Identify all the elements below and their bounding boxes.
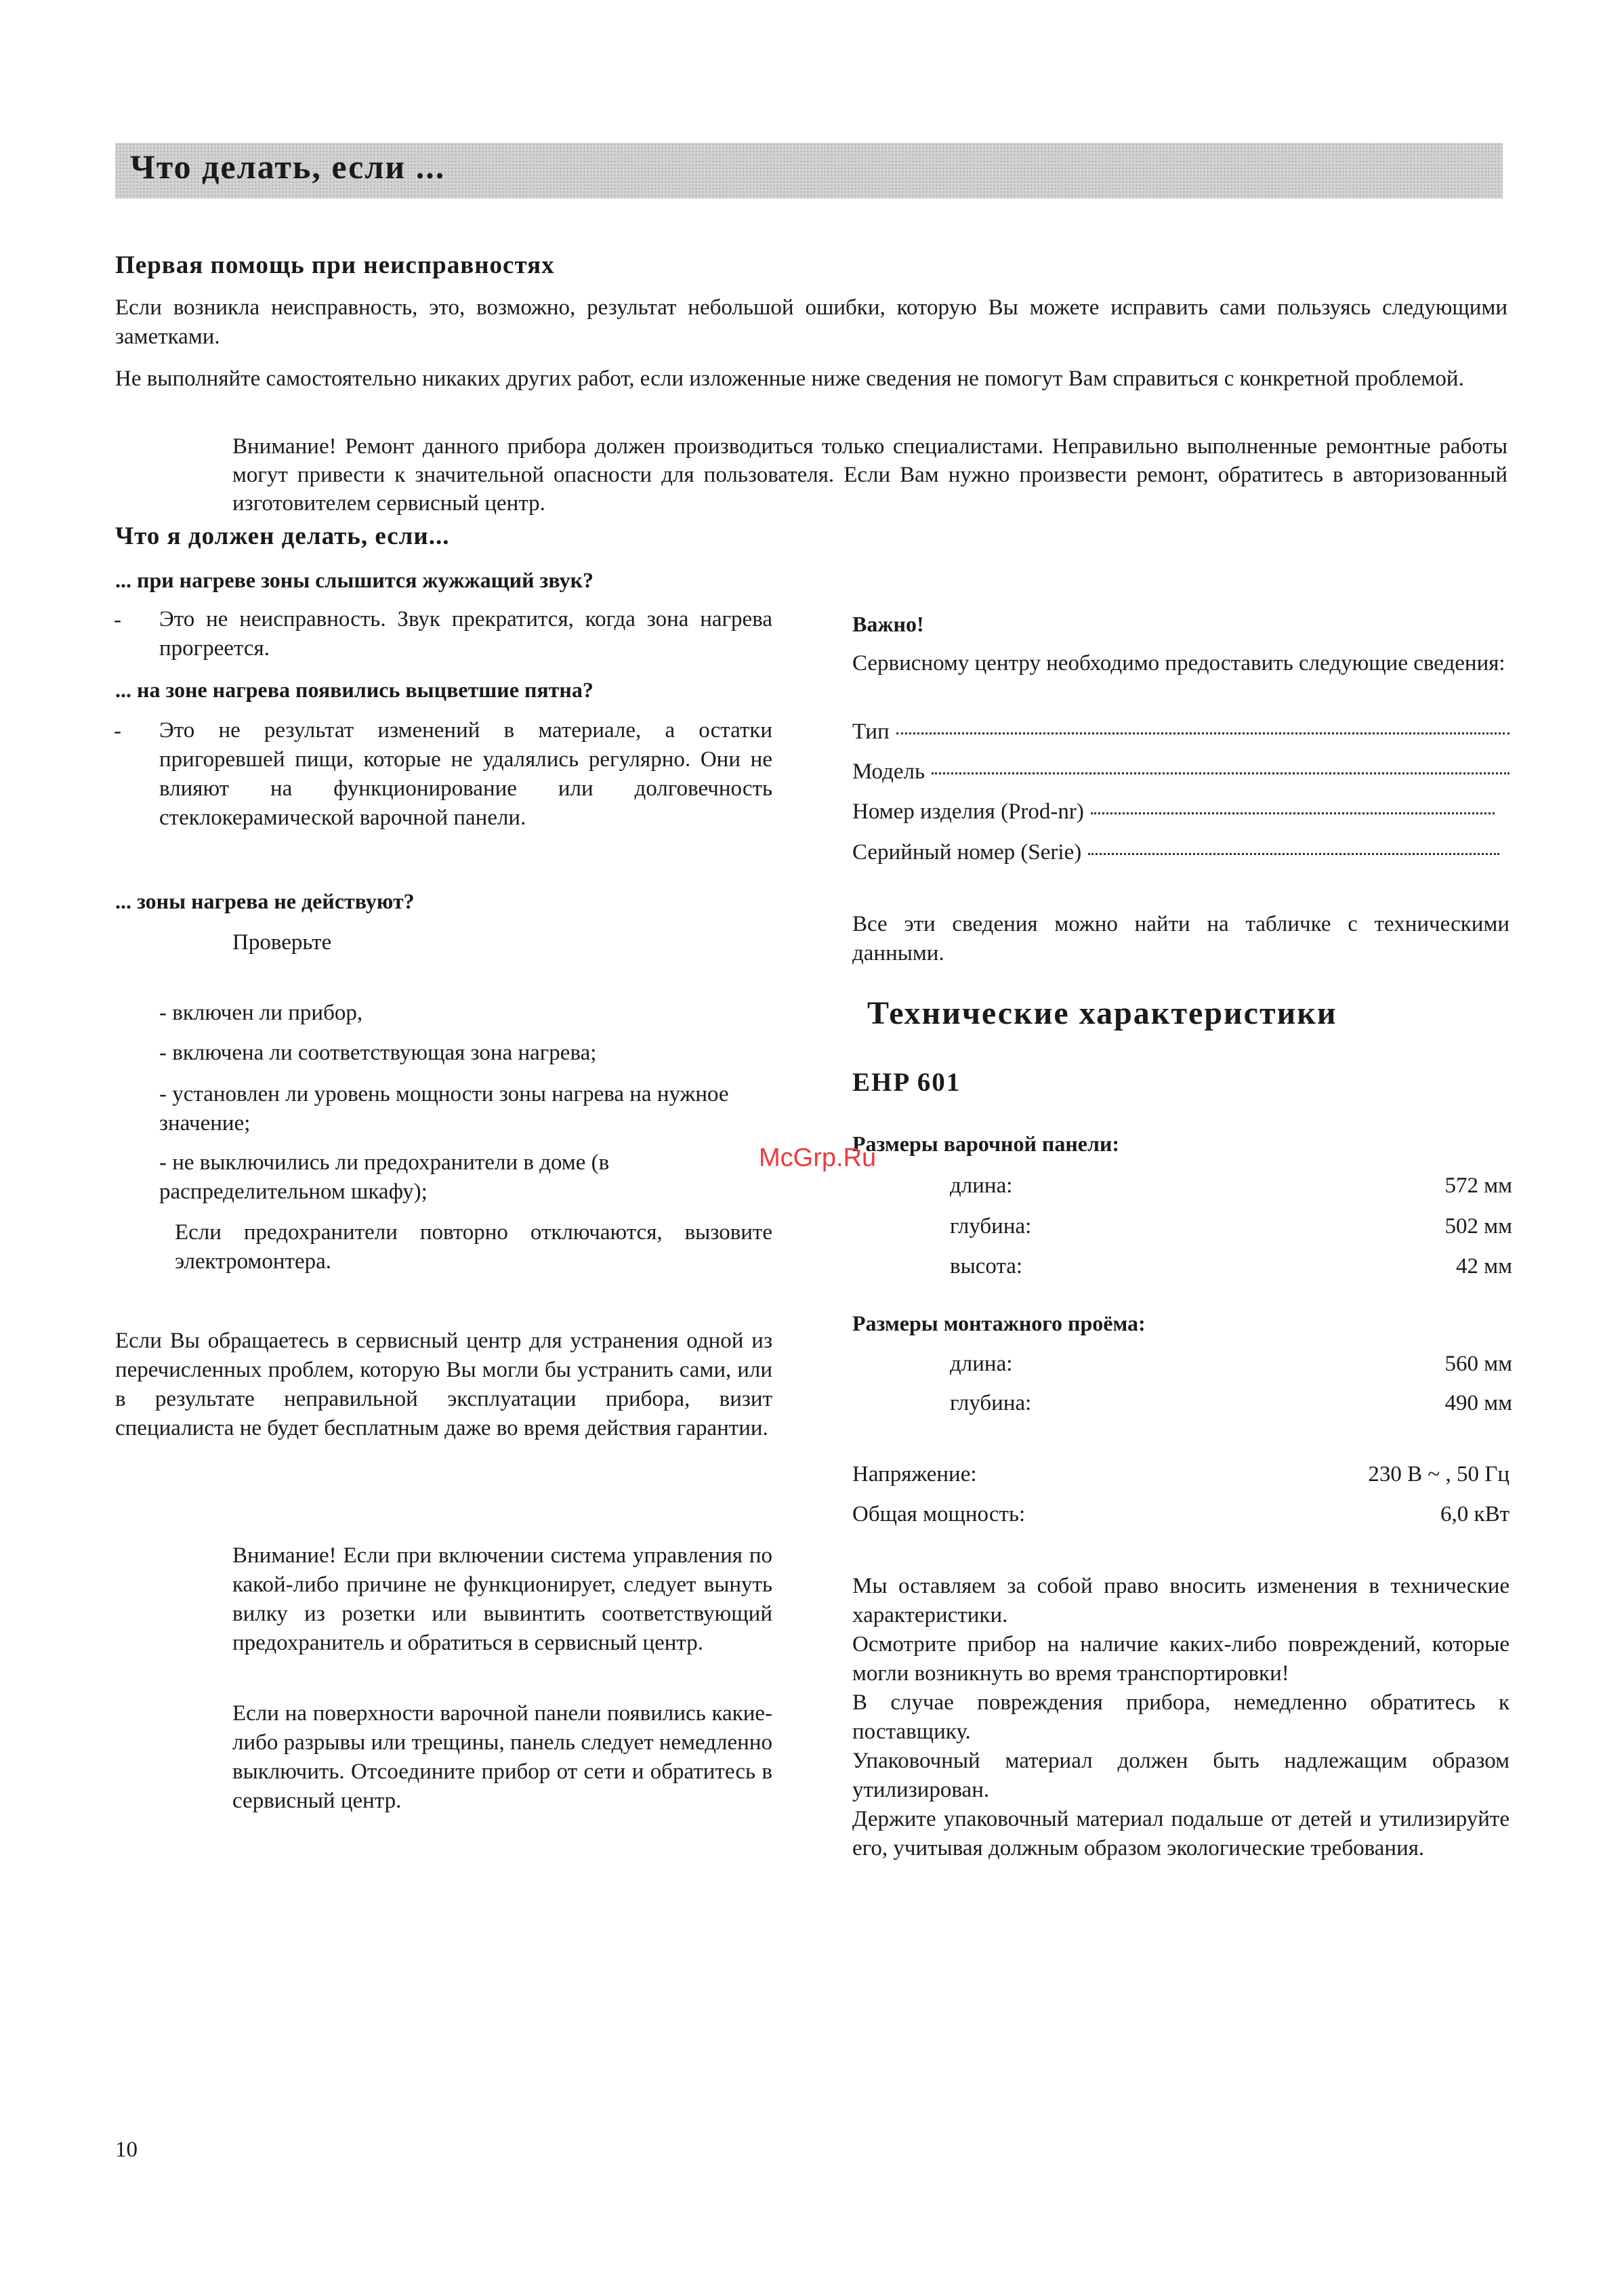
spec-value: 572 мм: [1444, 1173, 1512, 1198]
spec-label: высота:: [950, 1254, 1023, 1278]
opening-length-row: [950, 1352, 1512, 1377]
spec-value: 230 В ~ , 50 Гц: [1368, 1462, 1510, 1486]
first-aid-para-2: Не выполняйте самостоятельно никаких других работ, если изложенные ниже сведения не помогут Вам справиться с конкретной проблемой.: [115, 367, 1464, 391]
fuse-note: Если предохранители повторно отключаются, вызовите электромонтера.: [175, 1220, 772, 1274]
control-failure-warning: Внимание! Если при включении система управления по какой-либо причине не функционирует, следует вынуть вилку из розетки или вывинтить соответствующий предохранитель и обратиться в сервисный центр.: [232, 1543, 772, 1655]
panel-height-row: [950, 1254, 1512, 1279]
dotted-line: [932, 772, 1510, 774]
model-name: EHP 601: [852, 1068, 961, 1097]
check-item: - установлен ли уровень мощности зоны нагрева на нужное значение;: [159, 1082, 729, 1136]
tech-note: В случае повреждения прибора, немедленно обратитесь к поставщику.: [852, 1690, 1510, 1744]
section-title: Что делать, если ...: [130, 148, 446, 186]
voltage-row: [852, 1462, 1510, 1487]
nameplate-note: Все эти сведения можно найти на табличке с техническими данными.: [852, 912, 1510, 965]
repair-warning: Внимание! Ремонт данного прибора должен производиться только специалистами. Неправильно выполненные ремонтные работы могут привести к значительной опасности для пользователя. Если Вам нужно произвести ремонт, обратитесь в авторизованный изготовителем сервисный центр.: [232, 434, 1507, 516]
list-dash: -: [114, 719, 121, 743]
question-buzzing: ... при нагреве зоны слышится жужжащий звук?: [115, 568, 594, 592]
opening-depth-row: [950, 1391, 1512, 1416]
section-banner: [115, 143, 1503, 199]
check-item: - не выключились ли предохранители в доме (в распределительном шкафу);: [159, 1150, 610, 1204]
dotted-line: [1091, 812, 1495, 814]
page-number: 10: [115, 2138, 138, 2162]
tech-note: Осмотрите прибор на наличие каких-либо повреждений, которые могли возникнуть во время транспортировки!: [852, 1632, 1510, 1686]
field-serial-label: Серийный номер (Serie): [852, 840, 1082, 865]
dotted-line: [1088, 853, 1499, 855]
tech-notes: [852, 1572, 1510, 1863]
spec-label: длина:: [950, 1352, 1013, 1376]
spec-value: 42 мм: [1455, 1254, 1512, 1278]
panel-dimensions-heading: Размеры варочной панели:: [852, 1131, 1120, 1156]
power-row: [852, 1502, 1510, 1527]
first-aid-para-1: Если возникла неисправность, это, возможно, результат небольшой ошибки, которую Вы можете исправить сами пользуясь следующими заметками.: [115, 295, 1507, 349]
check-item: - включена ли соответствующая зона нагрева;: [159, 1041, 597, 1065]
check-item: - включен ли прибор,: [159, 1001, 363, 1025]
field-type: [852, 720, 1510, 745]
spec-value: 490 мм: [1444, 1391, 1512, 1415]
spec-value: 560 мм: [1444, 1352, 1512, 1376]
list-dash: -: [114, 608, 121, 632]
field-type-label: Тип: [852, 720, 890, 744]
check-label: Проверьте: [232, 930, 332, 955]
field-prod-nr: [852, 799, 1495, 825]
tech-note: Мы оставляем за собой право вносить изменения в технические характеристики.: [852, 1574, 1510, 1627]
field-model-label: Модель: [852, 759, 925, 784]
what-to-do-heading: Что я должен делать, если...: [115, 522, 450, 550]
dotted-line: [896, 732, 1510, 734]
answer-buzzing: Это не неисправность. Звук прекратится, когда зона нагрева прогреется.: [159, 607, 772, 661]
crack-warning: Если на поверхности варочной панели появились какие-либо разрывы или трещины, панель следует немедленно выключить. Отсоедините прибор от сети и обратитесь в сервисный центр.: [232, 1701, 772, 1813]
spec-label: Напряжение:: [852, 1462, 977, 1486]
tech-heading: Технические характеристики: [867, 995, 1337, 1031]
tech-note: Упаковочный материал должен быть надлежащим образом утилизирован.: [852, 1749, 1510, 1802]
spec-value: 6,0 кВт: [1440, 1502, 1510, 1526]
service-visit-note: Если Вы обращаетесь в сервисный центр для устранения одной из перечисленных проблем, которую Вы могли бы устранить сами, или в результате неправильной эксплуатации прибора, визит специалиста не будет бесплатным даже во время действия гарантии.: [115, 1329, 772, 1440]
spec-label: длина:: [950, 1173, 1013, 1198]
spec-label: глубина:: [950, 1214, 1032, 1238]
question-stains: ... на зоне нагрева появились выцветшие пятна?: [115, 678, 594, 702]
spec-label: Общая мощность:: [852, 1502, 1026, 1526]
opening-dimensions-heading: Размеры монтажного проёма:: [852, 1311, 1146, 1335]
important-heading: Важно!: [852, 612, 924, 636]
answer-stains: Это не результат изменений в материале, а остатки пригоревшей пищи, которые не удалялись регулярно. Они не влияют на функционирование или долговечность стеклокерамической варочной панели.: [159, 718, 772, 830]
important-text: Сервисному центру необходимо предоставить следующие сведения:: [852, 651, 1505, 675]
spec-label: глубина:: [950, 1391, 1032, 1415]
first-aid-heading: Первая помощь при неисправностях: [115, 251, 555, 279]
question-zones-not-working: ... зоны нагрева не действуют?: [115, 889, 415, 913]
tech-note: Держите упаковочный материал подальше от детей и утилизируйте его, учитывая должным образом экологические требования.: [852, 1807, 1510, 1860]
field-model: [852, 759, 1510, 785]
field-prod-nr-label: Номер изделия (Prod-nr): [852, 799, 1084, 824]
panel-depth-row: [950, 1214, 1512, 1239]
watermark: McGrp.Ru: [759, 1144, 877, 1172]
panel-length-row: [950, 1173, 1512, 1199]
spec-value: 502 мм: [1444, 1214, 1512, 1238]
field-serial: [852, 840, 1499, 865]
